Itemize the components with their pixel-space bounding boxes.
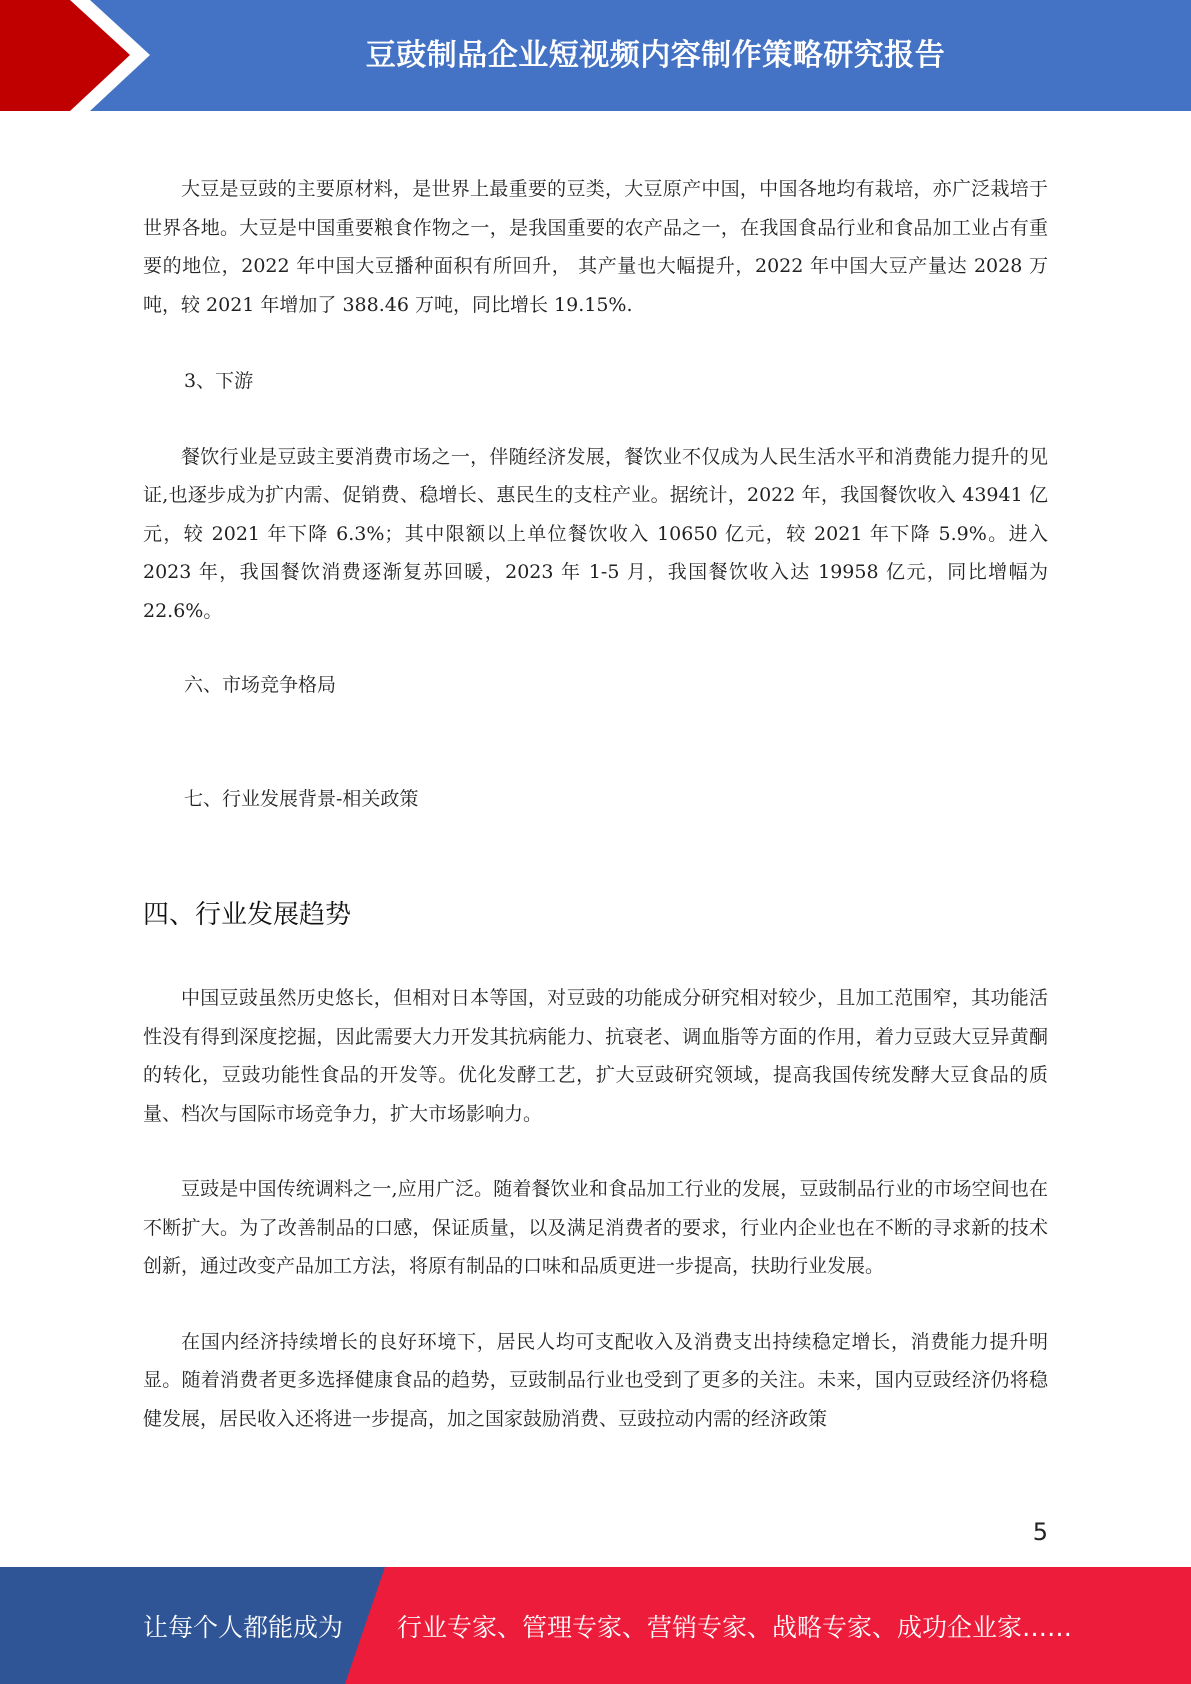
- paragraph-economic-outlook: 在国内经济持续增长的良好环境下，居民人均可支配收入及消费支出持续稳定增长，消费能力提升明显。随着消费者更多选择健康食品的趋势，豆豉制品行业也受到了更多的关注。未来，国内豆豉经济仍将稳健发展，居民收入还将进一步提高，加之国家鼓励消费、豆豉拉动内需的经济政策: [143, 1330, 1048, 1430]
- paragraph-development: 中国豆豉虽然历史悠长，但相对日本等国，对豆豉的功能成分研究相对较少，且加工范围窄，其功能活性没有得到深度挖掘，因此需要大力开发其抗病能力、抗衰老、调血脂等方面的作用，着力豆豉大豆异黄酮的转化，豆豉功能性食品的开发等。优化发酵工艺，扩大豆豉研究领域，提高我国传统发酵大豆食品的质量、档次与国际市场竞争力，扩大市场影响力。: [143, 987, 1048, 1125]
- subheading-market-competition: 六、市场竞争格局: [184, 674, 337, 696]
- page-footer: [0, 1567, 1191, 1684]
- subheading-policy: 七、行业发展背景-相关政策: [184, 787, 419, 810]
- page-number: 5: [1032, 1518, 1048, 1546]
- page-content: [143, 170, 1048, 1438]
- paragraph-traditional-seasoning: 豆豉是中国传统调料之一,应用广泛。随着餐饮业和食品加工行业的发展，豆豉制品行业的市场空间也在不断扩大。为了改善制品的口感，保证质量，以及满足消费者的要求，行业内企业也在不断的寻求新的技术创新，通过改变产品加工方法，将原有制品的口味和品质更进一步提高，扶助行业发展。: [143, 1178, 1048, 1277]
- paragraph-catering: 餐饮行业是豆豉主要消费市场之一，伴随经济发展，餐饮业不仅成为人民生活水平和消费能力提升的见证,也逐步成为扩内需、促销费、稳增长、惠民生的支柱产业。据统计，2022 年，我国餐饮收入 43941 亿元，较 2021 年下降 6.3%；其中限额以上单位餐饮收入 10650 亿元，较 2021 年下降 5.9%。进入 2023 年，我国餐饮消费逐渐复苏回暖，2023 年 1-5 月，我国餐饮收入达 19958 亿元，同比增幅为 22.6%。: [143, 445, 1048, 622]
- page-header: [0, 0, 1191, 111]
- report-title: 豆豉制品企业短视频内容制作策略研究报告: [365, 37, 946, 73]
- section-heading-trends: 四、行业发展趋势: [143, 900, 352, 930]
- footer-slogan-left: 让每个人都能成为: [143, 1612, 344, 1642]
- footer-slogan-right: 行业专家、管理专家、营销专家、战略专家、成功企业家……: [397, 1612, 1073, 1642]
- paragraph-soybean: 大豆是豆豉的主要原材料，是世界上最重要的豆类，大豆原产中国，中国各地均有栽培，亦广泛栽培于世界各地。大豆是中国重要粮食作物之一，是我国重要的农产品之一，在我国食品行业和食品加工业占有重要的地位，2022 年中国大豆播种面积有所回升， 其产量也大幅提升，2022 年中国大豆产量达 2028 万吨，较 2021 年增加了 388.46 万吨，同比增长 19.15%.: [143, 178, 1048, 316]
- subheading-downstream: 3、下游: [184, 370, 254, 392]
